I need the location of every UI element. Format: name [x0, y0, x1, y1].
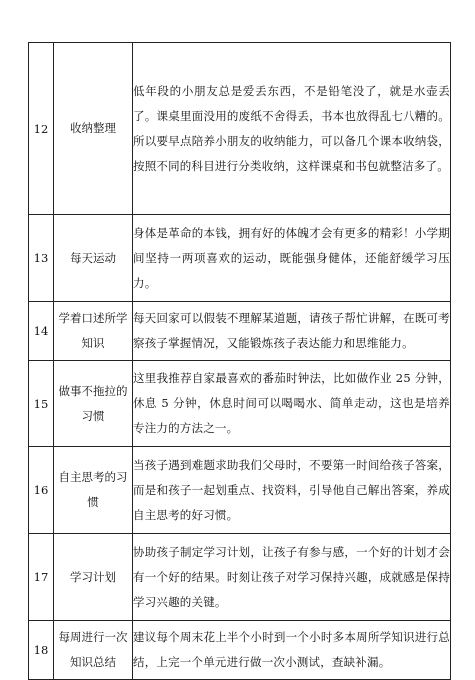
table-row	[29, 447, 451, 534]
habit-description: 建议每个周末花上半个小时到一个小时多本周所学知识进行总结，上完一个单元进行做一次小测试，查缺补漏。	[133, 621, 451, 680]
habit-description: 身体是革命的本钱，拥有好的体魄才会有更多的精彩！小学期间坚持一两项喜欢的运动，既能强身健体，还能舒缓学习压力。	[133, 215, 451, 302]
habit-name: 每天运动	[54, 215, 133, 302]
row-number: 12	[29, 43, 54, 215]
habit-name: 学着口述所学知识	[54, 302, 133, 361]
habits-table	[28, 42, 451, 680]
row-number: 15	[29, 361, 54, 447]
row-number: 18	[29, 621, 54, 680]
habit-name: 收纳整理	[54, 43, 133, 215]
habit-description: 这里我推荐自家最喜欢的番茄时钟法，比如做作业 25 分钟，休息 5 分钟，休息时间可以喝喝水、简单走动，这也是培养专注力的方法之一。	[133, 361, 451, 447]
table-row	[29, 361, 451, 447]
row-number: 16	[29, 447, 54, 534]
table-row	[29, 534, 451, 621]
table-row	[29, 302, 451, 361]
habit-name: 做事不拖拉的习惯	[54, 361, 133, 447]
row-number: 13	[29, 215, 54, 302]
table-row	[29, 621, 451, 680]
row-number: 14	[29, 302, 54, 361]
table-row	[29, 43, 451, 215]
habit-name: 学习计划	[54, 534, 133, 621]
habit-description: 低年段的小朋友总是爱丢东西，不是铅笔没了，就是水壶丢了。课桌里面没用的废纸不舍得丢，书本也放得乱七八糟的。所以要早点陪养小朋友的收纳能力，可以备几个课本收纳袋，按照不同的科目进行分类收纳，这样课桌和书包就整洁多了。	[133, 43, 451, 215]
table-row	[29, 215, 451, 302]
habit-description: 协助孩子制定学习计划，让孩子有参与感，一个好的计划才会有一个好的结果。时刻让孩子对学习保持兴趣，成就感是保持学习兴趣的关键。	[133, 534, 451, 621]
habit-name: 自主思考的习惯	[54, 447, 133, 534]
row-number: 17	[29, 534, 54, 621]
habit-description: 每天回家可以假装不理解某道题，请孩子帮忙讲解，在既可考察孩子掌握情况，又能锻炼孩子表达能力和思维能力。	[133, 302, 451, 361]
habit-name: 每周进行一次知识总结	[54, 621, 133, 680]
habit-description: 当孩子遇到难题求助我们父母时，不要第一时间给孩子答案，而是和孩子一起划重点、找资料，引导他自己解出答案，养成自主思考的好习惯。	[133, 447, 451, 534]
